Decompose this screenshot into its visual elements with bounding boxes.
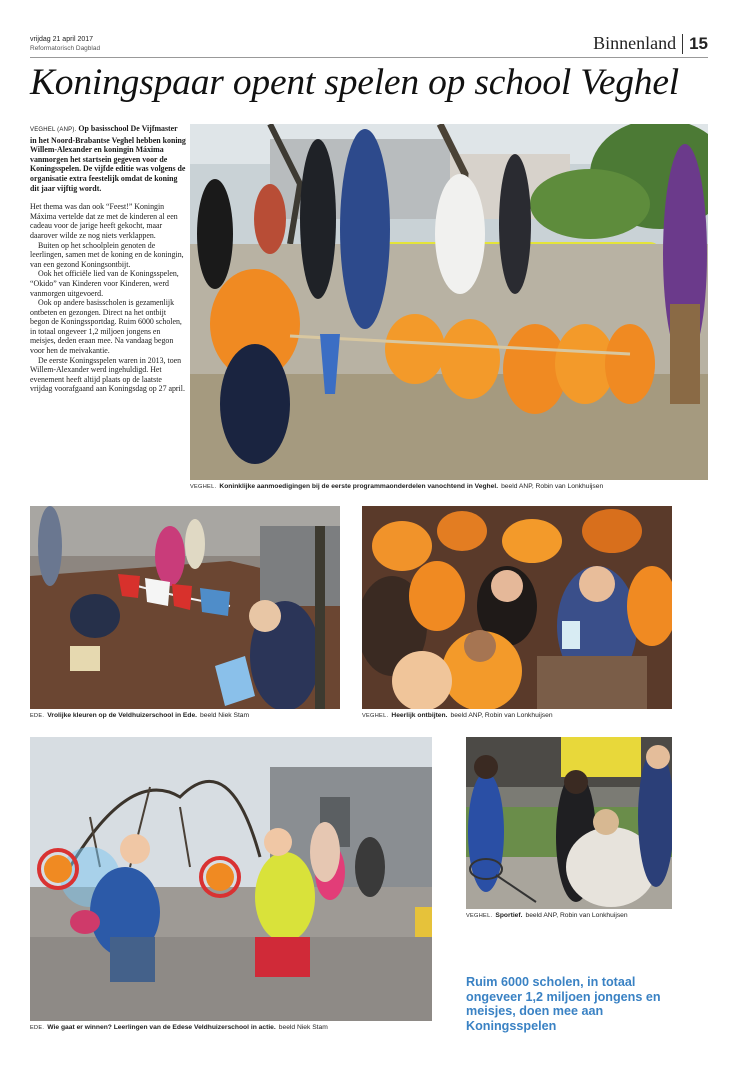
ede-photo-1-caption (30, 712, 249, 719)
breakfast-photo (362, 506, 672, 709)
caption-place: EDE. (30, 1025, 45, 1031)
breakfast-photo-image (362, 506, 672, 709)
section-name: Binnenland (593, 33, 677, 53)
sport-photo (466, 737, 672, 909)
caption-place: VEGHEL. (466, 913, 493, 919)
article-paragraph: Ook op andere basisscholen is gezamenlijk ontbeten en gezongen. Direct na het ontbijt begon de Koningssportdag. Ruim 6000 scholen, in totaal ongeveer 1,2 miljoen jongens en meisjes, deden eraan mee. Na vandaag begon voor hen de meivakantie. (30, 298, 182, 356)
caption-text: Wie gaat er winnen? Leerlingen van de Edese Veldhuizerschool in actie. (47, 1024, 276, 1031)
caption-text: Vrolijke kleuren op de Veldhuizerschool in Ede. (47, 712, 198, 719)
ede-photo-2 (30, 737, 432, 1021)
caption-credit: beeld ANP, Robin van Lonkhuijsen (525, 912, 628, 919)
caption-credit: beeld ANP, Robin van Lonkhuijsen (450, 712, 553, 719)
caption-text: Heerlijk ontbijten. (391, 712, 448, 719)
sport-photo-caption (466, 912, 628, 919)
article-dateline: VEGHEL (ANP). (30, 127, 77, 133)
article-paragraph: Het thema was dan ook “Feest!” Koningin Máxima vertelde dat ze met de kinderen al een cadeau voor de jarige heeft gekocht, maar daarover wilde ze nog niets verklappen. (30, 202, 178, 240)
article-paragraph: Ook het officiële lied van de Koningsspelen, “Okido” van Kinderen voor Kinderen, werd vanmorgen uitgevoerd. (30, 269, 179, 298)
article-lead (30, 124, 186, 193)
article-paragraph: De eerste Koningsspelen waren in 2013, toen Willem-Alexander werd ingehuldigd. Het evenement heeft altijd plaats op de laatste vrijdag voorafgaand aan Koningsdag op 27 april. (30, 355, 185, 394)
main-photo-caption (190, 483, 603, 490)
section-header (593, 33, 708, 54)
issue-date: vrijdag 21 april 2017 (30, 36, 94, 43)
ede-photo-1-image (30, 506, 340, 709)
sport-photo-image (466, 737, 672, 909)
caption-place: EDE. (30, 713, 45, 719)
article-body (30, 124, 186, 394)
pull-quote: Ruim 6000 scholen, in totaal ongeveer 1,2 miljoen jongens en meisjes, doen mee aan Koningsspelen (466, 975, 661, 1033)
page-number: 15 (689, 33, 708, 53)
page-header-meta (30, 36, 100, 53)
article-paragraph: Buiten op het schoolplein genoten de leerlingen, samen met de koning en de koningin, van een gezond Koningsontbijt. (30, 240, 184, 269)
ede-photo-2-caption (30, 1024, 328, 1031)
main-photo-image (190, 124, 708, 480)
caption-place: VEGHEL. (362, 713, 389, 719)
caption-place: VEGHEL. (190, 484, 217, 490)
caption-text: Sportief. (495, 912, 523, 919)
ede-photo-2-image (30, 737, 432, 1021)
caption-credit: beeld Niek Stam (278, 1024, 328, 1031)
caption-text: Koninklijke aanmoedigingen bij de eerste programmaonderdelen vanochtend in Veghel. (219, 483, 499, 490)
breakfast-photo-caption (362, 712, 553, 719)
caption-credit: beeld Niek Stam (200, 712, 250, 719)
caption-credit: beeld ANP, Robin van Lonkhuijsen (501, 483, 604, 490)
main-photo (190, 124, 708, 480)
newspaper-name: Reformatorisch Dagblad (30, 44, 101, 52)
headline: Koningspaar opent spelen op school Veghel (30, 62, 680, 103)
section-divider (682, 34, 683, 54)
ede-photo-1 (30, 506, 340, 709)
lead-text: Op basisschool De Vijfmaster in het Noord-Brabantse Veghel hebben koning Willem-Alexander en koningin Máxima vanmorgen het startsein gegeven voor de Koningsspelen. De vijfde editie was volgens de organisatie extra feestelijk omdat de koning dit jaar vijftig wordt. (30, 124, 186, 193)
header-rule (30, 57, 708, 58)
